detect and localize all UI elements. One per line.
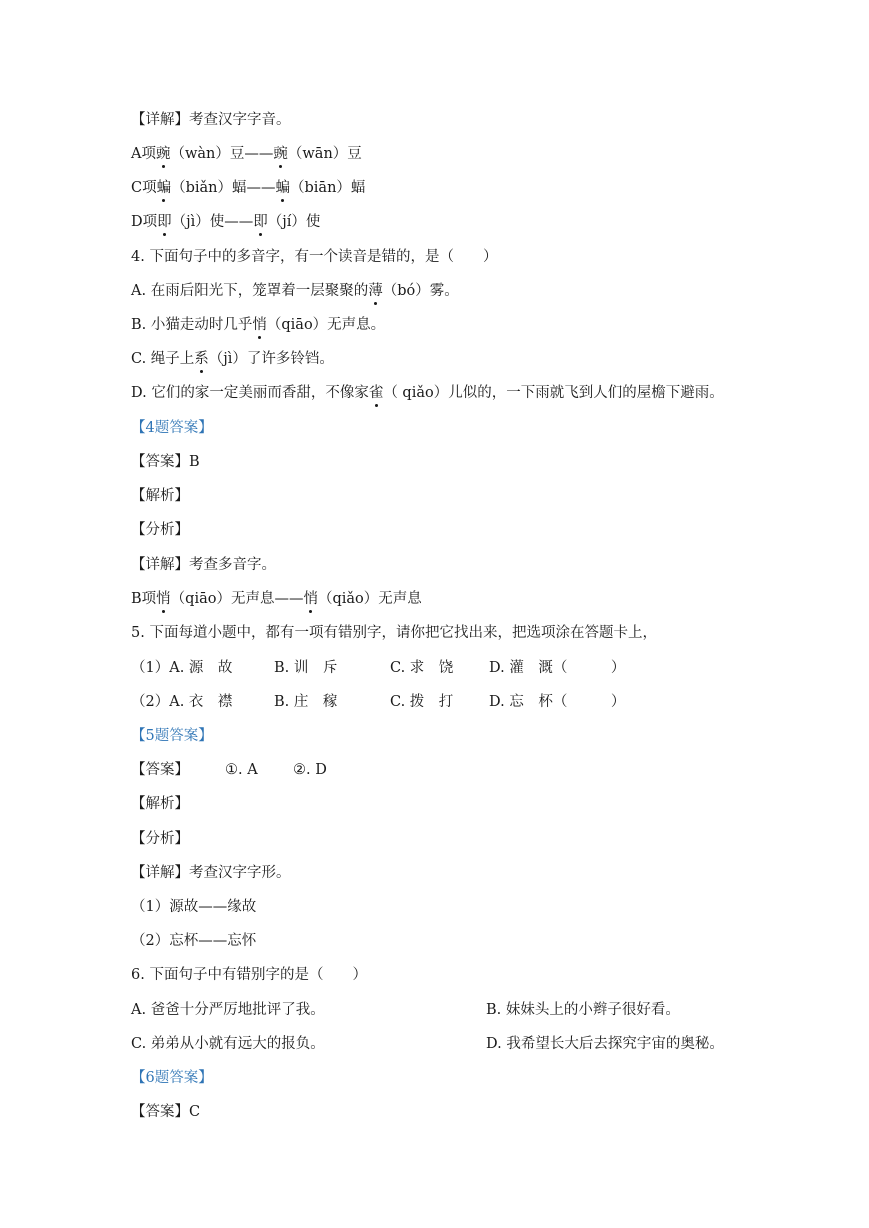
text: （ qiǎo）儿似的，一下雨就飞到人们的屋檐下避雨。 bbox=[383, 385, 724, 401]
q4-analysis: 【解析】 bbox=[131, 488, 189, 504]
answer-label: 【答案】 bbox=[131, 762, 189, 778]
text: B项 bbox=[131, 591, 157, 607]
dotted-char: 薄 bbox=[368, 283, 383, 299]
q5-answer bbox=[131, 760, 327, 780]
text: D项 bbox=[131, 214, 158, 230]
dotted-char: 悄 bbox=[156, 591, 171, 607]
text: （biān）蝠 bbox=[290, 180, 366, 196]
q6-option-b: B. 妹妹头上的小辫子很好看。 bbox=[486, 1002, 680, 1018]
text: C项 bbox=[131, 180, 157, 196]
q4-answer-title: 【4题答案】 bbox=[131, 420, 213, 436]
explain-c-line bbox=[131, 178, 365, 198]
dotted-char: 即 bbox=[253, 214, 268, 230]
answer-1: ①. A bbox=[225, 762, 258, 778]
detail-line-1 bbox=[131, 110, 291, 130]
dotted-char: 系 bbox=[194, 351, 209, 367]
text: D. 它们的家一定美丽而香甜，不像家 bbox=[131, 385, 369, 401]
explain-d-line bbox=[131, 212, 320, 232]
q4-answer: 【答案】B bbox=[131, 454, 200, 470]
answer-2: ②. D bbox=[293, 762, 327, 778]
q6-answer: 【答案】C bbox=[131, 1104, 201, 1120]
dotted-char: 悄 bbox=[303, 591, 318, 607]
explain-a-line bbox=[131, 144, 362, 164]
q4-stem: 4. 下面句子中的多音字，有一个读音是错的，是（ ） bbox=[131, 249, 498, 265]
q5-fenxi: 【分析】 bbox=[131, 831, 189, 847]
q6-row-cd bbox=[131, 1034, 724, 1054]
q5-explain-1: （1）源故——缘故 bbox=[131, 899, 257, 915]
dotted-char: 即 bbox=[157, 214, 172, 230]
q5-stem: 5. 下面每道小题中，都有一项有错别字，请你把它找出来，把选项涂在答题卡上， bbox=[131, 625, 657, 641]
q6-answer-title: 【6题答案】 bbox=[131, 1070, 213, 1086]
text: （qiāo）无声息。 bbox=[266, 317, 386, 333]
text: （jì）了许多铃铛。 bbox=[208, 351, 334, 367]
text: B. 小猫走动时几乎 bbox=[131, 317, 253, 333]
q5-analysis: 【解析】 bbox=[131, 796, 189, 812]
text: A. 在雨后阳光下，笼罩着一层聚聚的 bbox=[131, 283, 369, 299]
detail-text: 【详解】考查汉字字音。 bbox=[131, 112, 291, 128]
text: （biǎn）蝠—— bbox=[171, 180, 276, 196]
q6-row-ab bbox=[131, 1000, 680, 1020]
text: A项 bbox=[131, 146, 156, 162]
dotted-char: 蝙 bbox=[156, 180, 172, 196]
q4-explain-b bbox=[131, 589, 422, 609]
text: （wàn）豆—— bbox=[170, 146, 274, 162]
dotted-char: 豌 bbox=[155, 146, 171, 162]
text: （jì）使—— bbox=[171, 214, 254, 230]
q4-option-b bbox=[131, 315, 385, 335]
dotted-char: 雀 bbox=[368, 385, 384, 401]
dotted-char: 悄 bbox=[252, 317, 267, 333]
text: （bó）雾。 bbox=[382, 283, 459, 299]
q5-answer-title: 【5题答案】 bbox=[131, 728, 213, 744]
q6-stem: 6. 下面句子中有错别字的是（ ） bbox=[131, 967, 367, 983]
q4-detail: 【详解】考查多音字。 bbox=[131, 557, 276, 573]
q5-1-option-c: C. 求 饶 bbox=[390, 660, 454, 676]
q5-1-option-d: D. 灌 溉（ ） bbox=[489, 660, 626, 676]
dotted-char: 豌 bbox=[273, 146, 288, 162]
q5-2-option-c: C. 拨 打 bbox=[390, 694, 454, 710]
dotted-char: 蝙 bbox=[275, 180, 291, 196]
q4-fenxi: 【分析】 bbox=[131, 522, 189, 538]
text: （qiǎo）无声息 bbox=[317, 591, 422, 607]
q5-2-option-d: D. 忘 杯（ ） bbox=[489, 694, 626, 710]
q6-option-a: A. 爸爸十分严厉地批评了我。 bbox=[131, 1002, 325, 1018]
text: （wān）豆 bbox=[287, 146, 362, 162]
text: （qiāo）无声息—— bbox=[170, 591, 304, 607]
q5-1-option-b: B. 训 斥 bbox=[274, 660, 338, 676]
q6-option-d: D. 我希望长大后去探究宇宙的奥秘。 bbox=[486, 1036, 724, 1052]
text: C. 绳子上 bbox=[131, 351, 195, 367]
q5-1-option-a: （1）A. 源 故 bbox=[131, 660, 233, 676]
q5-row-2 bbox=[131, 692, 625, 712]
q5-2-option-b: B. 庄 稼 bbox=[274, 694, 338, 710]
q6-option-c: C. 弟弟从小就有远大的报负。 bbox=[131, 1036, 325, 1052]
text: （jí）使 bbox=[267, 214, 321, 230]
q5-2-option-a: （2）A. 衣 襟 bbox=[131, 694, 233, 710]
q5-row-1 bbox=[131, 658, 625, 678]
q4-option-d bbox=[131, 383, 724, 403]
q5-explain-2: （2）忘杯——忘怀 bbox=[131, 933, 257, 949]
q4-option-c bbox=[131, 349, 334, 369]
q5-detail: 【详解】考查汉字字形。 bbox=[131, 865, 291, 881]
q4-option-a bbox=[131, 281, 459, 301]
